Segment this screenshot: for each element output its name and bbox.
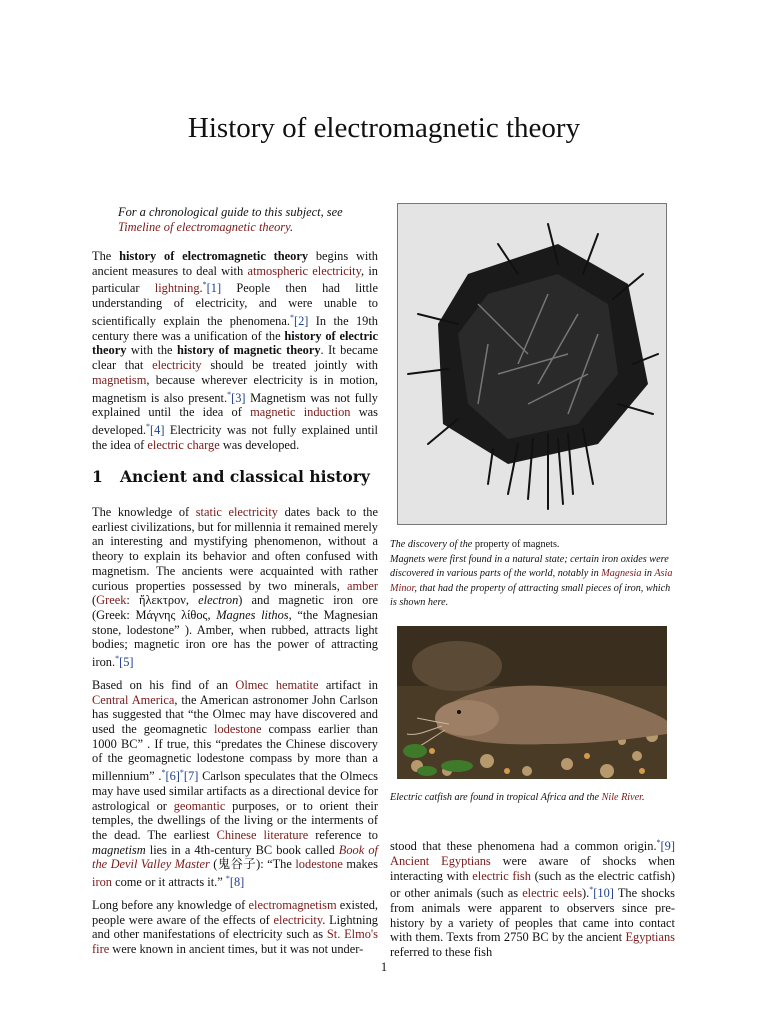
link-central-america[interactable]: Central America [92,692,175,707]
link-electric-fish[interactable]: electric fish [472,868,531,883]
link-amber[interactable]: amber [347,578,378,593]
ref-8[interactable]: [8] [229,875,245,890]
link-electricity-2[interactable]: electricity [273,912,323,927]
link-lodestone[interactable]: lodestone [214,721,262,736]
link-olmec[interactable]: Olmec [235,677,269,692]
ref-7[interactable]: [7] [183,769,199,784]
ref-4[interactable]: [4] [150,423,165,438]
link-lightning[interactable]: lightning [154,281,200,296]
link-chinese-literature[interactable]: Chinese literature [216,828,309,843]
link-iron[interactable]: iron [92,875,112,890]
catfish-caption: Electric catfish are found in tropical Africa and the Nile River. [390,792,645,803]
link-magnesia[interactable]: Magnesia [601,568,642,579]
hatnote: For a chronological guide to this subject, see Timeline of electromagnetic theory. [118,205,343,234]
section-heading: 1 Ancient and classical history [92,467,370,486]
timeline-link[interactable]: Timeline of electromagnetic theory [118,220,290,234]
link-asia-minor[interactable]: Asia Minor [390,568,673,594]
magnet-illustration [398,204,666,524]
link-electric-charge[interactable]: electric charge [147,437,220,452]
link-greek[interactable]: Greek [96,593,127,608]
ref-9[interactable]: [9] [660,839,675,854]
link-electromagnetism[interactable]: electromagnetism [248,897,337,912]
link-geomantic[interactable]: geomantic [173,798,226,813]
link-hematite[interactable]: hematite [275,677,319,692]
link-atmospheric-electricity[interactable]: atmospheric electricity [247,263,361,278]
page-number: 1 [380,960,388,974]
catfish-illustration [397,626,667,779]
paragraph-olmec: Based on his find of an Olmec hematite artifact in Central America, the American astronomer John Carlson has suggested that “the Olmec may have discovered and used the geomagnetic lodestone compass earlier than 1000 BC” . If true, this “predates the Chinese discovery of the geomagnetic lodestone compass by more than a millennium” .*[6]*[7] Carlson speculates that the Olmecs may have used similar artifacts as a directional device for astrological or geomantic purposes, or to orient their temples, the dwellings of the living or the interments of the dead. The earliest Chinese literature reference to magnetism lies in a 4th-century BC book called Book of the Devil Valley Master (鬼谷子): “The lodestone makes iron come or it attracts it.” *[8] [92,677,379,890]
link-devil-valley-master[interactable]: Book of the Devil Valley Master [92,842,378,872]
link-static-electricity[interactable]: static electricity [195,505,279,519]
catfish-photo [397,626,667,779]
link-st-elmos-fire[interactable]: St. Elmo's fire [92,927,378,957]
ref-2[interactable]: [2] [293,314,309,329]
link-egyptians[interactable]: Egyptians [625,930,675,945]
link-ancient-egyptians[interactable]: Ancient Egyptians [390,853,491,868]
link-electricity[interactable]: electricity [152,358,202,373]
magnet-caption: The discovery of the property of magnets. Magnets were first found in a natural state; certain iron oxides were discovered in various parts of the world, notably in Magnesia in Asia Minor, that had the property of attracting small pieces of iron, which is shown here. [390,539,673,608]
page-title: History of electromagnetic theory [187,112,581,144]
ref-10[interactable]: [10] [593,886,614,901]
ref-1[interactable]: [1] [206,281,222,296]
link-magnetism[interactable]: magnetism [92,372,147,387]
intro-paragraph: The history of electromagnetic theory begins with ancient measures to deal with atmospheric electricity, in particular lightning.*[1] People then had little understanding of electricity, and were unable to scientifically explain the phenomena.*[2] In the 19th century there was a unification of the history of electric theory with the history of magnetic theory. It became clear that electricity should be treated jointly with magnetism, because wherever electricity is in motion, magnetism is also present.*[3] Magnetism was not fully explained until the idea of magnetic induction was developed.*[4] Electricity was not fully explained until the idea of electric charge was developed. [92,249,379,452]
right-column-text: stood that these phenomena had a common origin.*[9] Ancient Egyptians were aware of shocks when interacting with electric fish (such as the electric catfish) or other animals (such as electric eels).*[10] The shocks from animals were apparent to observers since pre-history by a variety of peoples that came into contact with them. Texts from 2750 BC by the ancient Egyptians referred to these fish [390,838,675,960]
paragraph-long-before: Long before any knowledge of electromagnetism existed, people were aware of the effects of electricity. Lightning and other manifestations of electricity such as St. Elmo's fire were known in ancient times, but it was not under- [92,897,378,957]
paragraph-static-electricity: The knowledge of static electricity dates back to the earliest civilizations, but for millennia it remained merely an interesting and mystifying phenomenon, without a theory to explain its behavior and often confused with magnetism. The ancients were acquainted with rather curious properties possessed by two minerals, amber (Greek: ἤλεκτρον, electron) and magnetic iron ore (Greek: Μάγνης λίθος, Magnes lithos, “the Magnesian stone, lodestone” ). Amber, when rubbed, attracts light bodies; magnetic iron ore has the power of attracting iron.*[5] [92,505,379,670]
link-lodestone-2[interactable]: lodestone [295,857,343,872]
ref-3[interactable]: [3] [231,390,246,405]
magnet-figure [397,203,667,525]
link-nile-river[interactable]: Nile River [601,792,643,803]
ref-6[interactable]: [6] [165,769,180,784]
section-body [92,505,378,965]
ref-5[interactable]: [5] [119,655,134,670]
link-magnetic-induction[interactable]: magnetic induction [250,405,351,420]
link-electric-eels[interactable]: electric eels [522,886,583,901]
